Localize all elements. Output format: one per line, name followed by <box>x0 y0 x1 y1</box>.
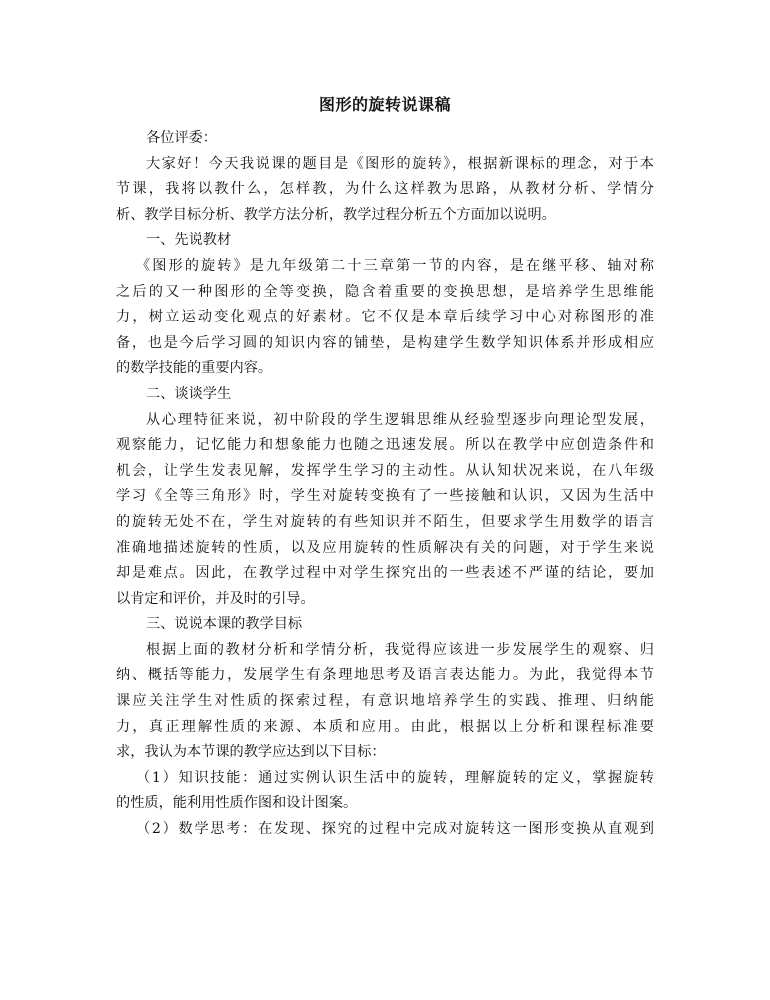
text-line: 观察能力，记忆能力和想象能力也随之迅速发展。所以在教学中应创造条件和 <box>116 437 654 454</box>
text-line: 力，树立运动变化观点的好素材。它不仅是本章后续学习中心对称图形的准 <box>116 309 654 326</box>
text-line: 课应关注学生对性质的探索过程，有意识地培养学生的实践、推理、归纳能 <box>116 693 654 710</box>
document-body <box>116 126 654 843</box>
text-line: 准确地描述旋转的性质，以及应用旋转的性质解决有关的问题，对于学生来说 <box>116 539 654 556</box>
document-title: 图形的旋转说课稿 <box>318 95 451 114</box>
text-line: 三、说说本课的教学目标 <box>146 616 303 633</box>
text-line: 的性质，能利用性质作图和设计图案。 <box>116 795 358 812</box>
text-line: 力，真正理解性质的来源、本质和应用。由此，根据以上分析和课程标准要 <box>116 718 654 735</box>
text-line: 机会，让学生发表见解，发挥学生学习的主动性。从认知状况来说，在八年级 <box>116 462 654 479</box>
text-line: 各位评委： <box>146 130 217 146</box>
text-line: 一、先说教材 <box>146 232 232 249</box>
text-line: 以肯定和评价，并及时的引导。 <box>116 590 315 607</box>
text-line: 从心理特征来说，初中阶段的学生逻辑思维从经验型逐步向理论型发展， <box>146 411 654 428</box>
text-line: 之后的又一种图形的全等变换，隐含着重要的变换思想，是培养学生思维能 <box>116 283 654 300</box>
text-line: 节课，我将以教什么，怎样教，为什么这样教为思路，从教材分析、学情分 <box>116 181 654 198</box>
text-line: 学习《全等三角形》时，学生对旋转变换有了一些接触和认识，又因为生活中 <box>116 488 654 505</box>
text-line: 纳、概括等能力，发展学生有条理地思考及语言表达能力。为此，我觉得本节 <box>116 667 654 684</box>
text-line: 的旋转无处不在，学生对旋转的有些知识并不陌生，但要求学生用数学的语言 <box>116 513 654 530</box>
text-line: 的数学技能的重要内容。 <box>116 360 273 377</box>
text-line: （2）数学思考：在发现、探究的过程中完成对旋转这一图形变换从直观到 <box>136 821 654 838</box>
text-line: 求，我认为本节课的教学应达到以下目标： <box>116 744 386 761</box>
text-line: 大家好！今天我说课的题目是《图形的旋转》，根据新课标的理念，对于本 <box>146 155 654 172</box>
text-line: 二、谈谈学生 <box>146 385 232 402</box>
text-line: 备，也是今后学习圆的知识内容的铺垫，是构建学生数学知识体系并形成相应 <box>116 334 654 351</box>
text-line: 析、教学目标分析、教学方法分析，教学过程分析五个方面加以说明。 <box>116 206 556 223</box>
text-line: 《图形的旋转》是九年级第二十三章第一节的内容，是在继平移、轴对称 <box>136 257 654 274</box>
text-line: 却是难点。因此，在教学过程中对学生探究出的一些表述不严谨的结论，要加 <box>116 565 654 582</box>
text-line: （1）知识技能：通过实例认识生活中的旋转，理解旋转的定义，掌握旋转 <box>136 769 654 786</box>
text-line: 根据上面的教材分析和学情分析，我觉得应该进一步发展学生的观察、归 <box>146 641 654 658</box>
